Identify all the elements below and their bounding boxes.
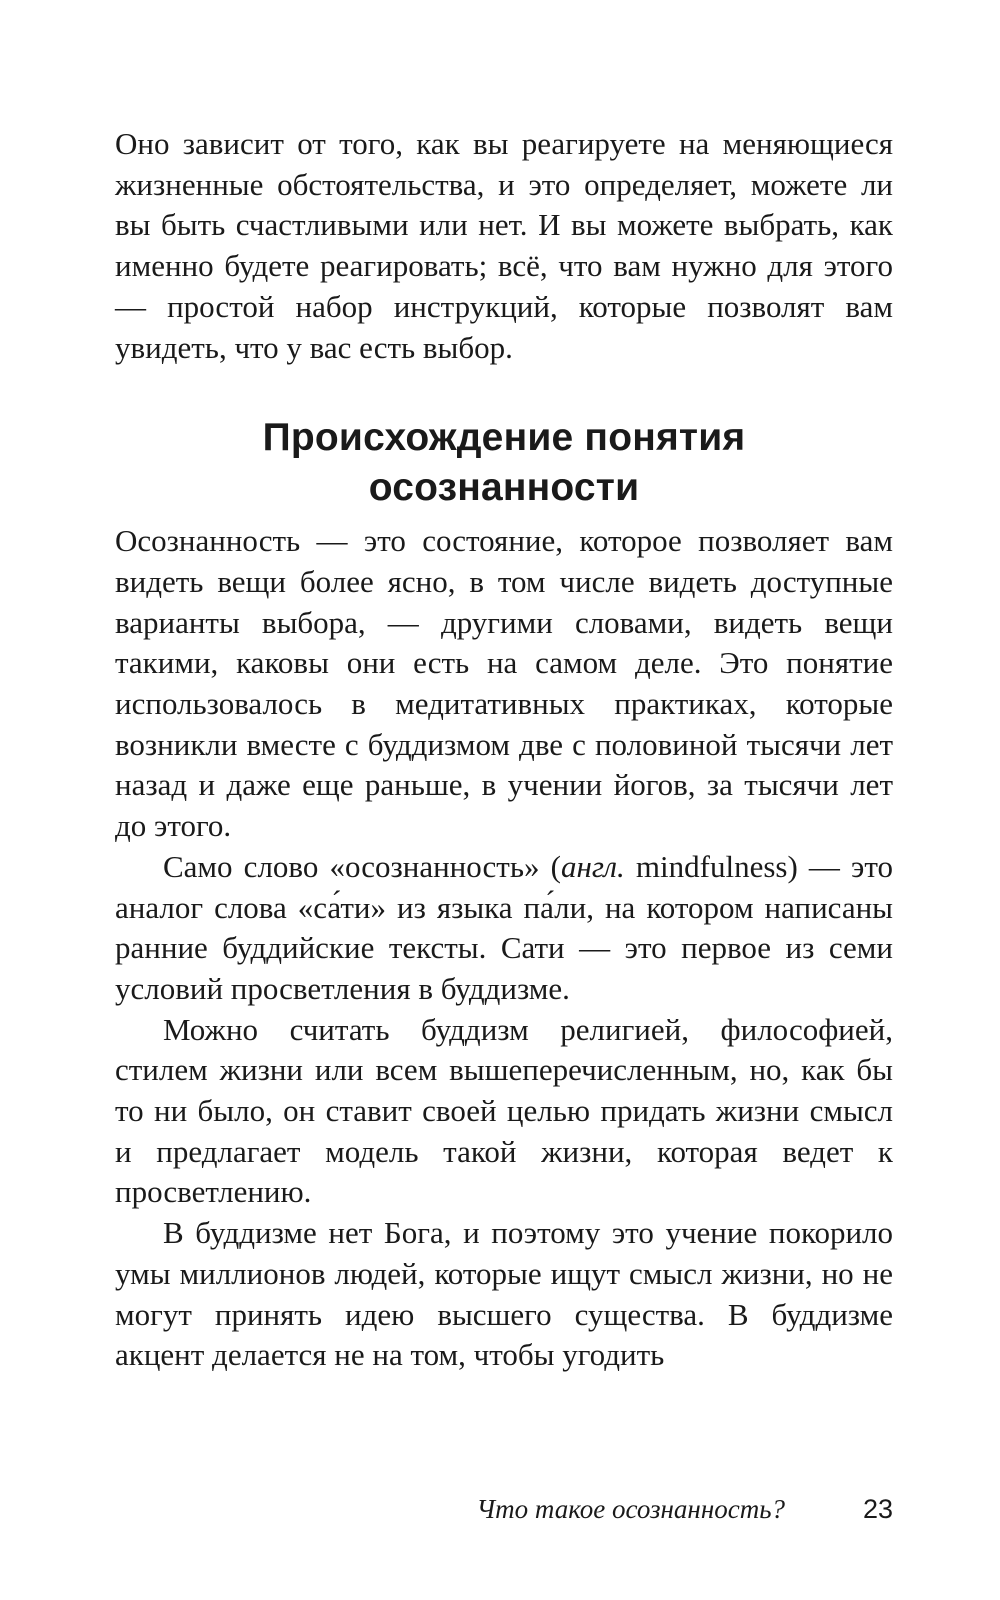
section-heading-line-2: осознанности	[368, 466, 640, 510]
paragraph-1: Осознанность — это состояние, которое позволяет вам видеть вещи более ясно, в том числе видеть доступные варианты выбора, — другими словами, видеть вещи такими, каковы они есть на самом деле. Это понятие использовалось в медитативных практиках, которые возникли вместе с буддизмом две с половиной тысячи лет назад и даже еще раньше, в учении йогов, за тысячи лет до этого.	[115, 523, 893, 844]
paragraph-2-start: Само слово «осознанность» (	[163, 848, 561, 884]
page-footer	[115, 1491, 893, 1527]
paragraph-2-end: mindfulness) — это аналог слова «са́ти» из языка па́ли, на котором написаны ранние буддийские тексты. Сати — это первое из семи условий просветления в буддизме.	[115, 848, 893, 1006]
page-content	[115, 124, 893, 1376]
running-title: Что такое осознанность?	[476, 1494, 785, 1524]
intro-paragraph: Оно зависит от того, как вы реагируете на меняющиеся жизненные обстоятельства, и это определяет, можете ли вы быть счастливыми или нет. И вы можете выбрать, как именно будете реагировать; всё, что вам нужно для этого — простой набор инструкций, которые позволят вам увидеть, что у вас есть выбор.	[115, 126, 893, 365]
paragraph-2-italic: англ.	[560, 848, 625, 884]
paragraph-3: Можно считать буддизм религией, философией, стилем жизни или всем вышеперечисленным, но, как бы то ни было, он ставит своей целью придать жизни смысл и предлагает модель такой жизни, которая ведет к просветлению.	[115, 1011, 893, 1210]
page-number: 23	[862, 1494, 893, 1524]
section-heading	[115, 413, 893, 513]
paragraph-4: В буддизме нет Бога, и поэтому это учение покорило умы миллионов людей, которые ищут смысл жизни, но не могут принять идею высшего существа. В буддизме акцент делается не на том, чтобы угодить	[115, 1215, 893, 1373]
section-heading-line-1: Происхождение понятия	[262, 416, 746, 460]
paragraph-2	[115, 847, 893, 1010]
